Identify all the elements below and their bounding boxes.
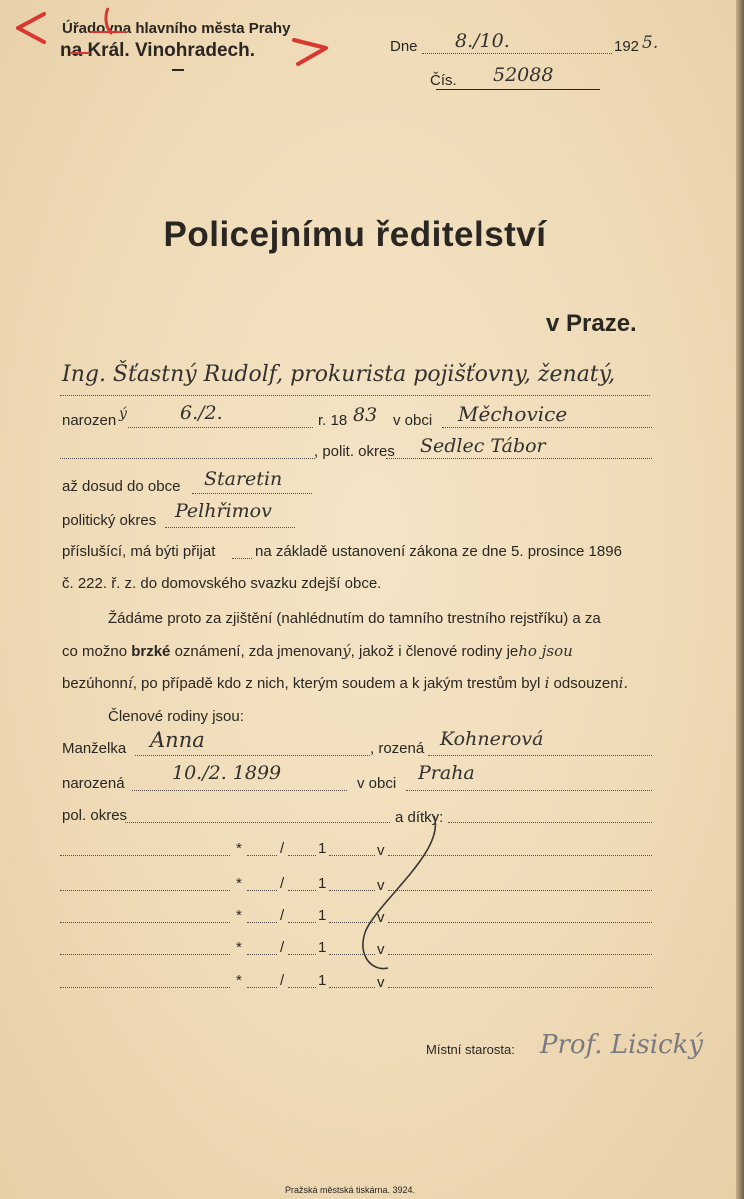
- number-value: 52088: [493, 64, 554, 86]
- born-suffix: ý: [119, 406, 127, 422]
- request-para-2-bold: brzké: [131, 643, 171, 660]
- signature-label: Místní starosta:: [426, 1042, 515, 1057]
- office-line-1: Úřadovna hlavního města Prahy: [62, 20, 291, 37]
- request-para-3-hand2: i: [544, 674, 550, 692]
- village-value: Měchovice: [458, 402, 568, 426]
- child-row-4-one: 1: [318, 939, 327, 956]
- child-row-4-v: v: [377, 941, 385, 958]
- request-para-3c: odsouzen: [553, 675, 619, 692]
- birth-year: 83: [353, 404, 378, 426]
- child-row-2-star: *: [236, 875, 242, 892]
- district-value: Sedlec Tábor: [420, 435, 546, 457]
- request-para-2-hand1: ý: [342, 642, 351, 660]
- year-prefix: r. 18: [318, 412, 348, 429]
- number-label: Čís.: [430, 72, 457, 89]
- child-row-1-one: 1: [318, 840, 327, 857]
- child-row-5-star: *: [236, 972, 242, 989]
- wife-born-date: 10./2. 1899: [172, 762, 282, 784]
- child-row-3-v: v: [377, 909, 385, 926]
- until-value: Staretin: [204, 468, 283, 490]
- date-value: 8./10.: [455, 30, 510, 52]
- until-label: až dosud do obce: [62, 478, 181, 495]
- printer-imprint: Pražská městská tiskárna. 3924.: [284, 1185, 416, 1195]
- law-text: na základě ustanovení zákona ze dne 5. prosince 1896: [255, 543, 622, 560]
- child-row-3-star: *: [236, 907, 242, 924]
- child-row-3-one: 1: [318, 907, 327, 924]
- pol-district-value: Pelhřimov: [175, 500, 272, 522]
- belonging-text: příslušící, má býti přijat: [62, 543, 216, 560]
- red-left-arrow-icon: [18, 14, 44, 42]
- request-para-2c: , jakož i členové rodiny je: [350, 643, 519, 660]
- request-para-2a: co možno: [62, 643, 128, 660]
- office-line-2: na Král. Vinohradech.: [60, 40, 255, 61]
- red-correction-mark-icon: [106, 8, 112, 34]
- child-row-5-one: 1: [318, 972, 327, 989]
- born-label: narozen: [62, 412, 117, 429]
- request-para-3b: , po případě kdo z nich, kterým soudem a k jakým trestům byl: [132, 675, 541, 692]
- wife-village-label: v obci: [357, 775, 397, 792]
- wife-district-label: pol. okres: [62, 807, 128, 824]
- child-row-2-slash: /: [280, 875, 285, 892]
- addressee-city: v Praze.: [546, 310, 637, 337]
- request-para-3-hand1: í: [127, 674, 133, 692]
- nee-value: Kohnerová: [440, 728, 544, 750]
- child-row-1-slash: /: [280, 840, 285, 857]
- children-cancel-bracket-icon: [363, 816, 436, 969]
- child-row-2-one: 1: [318, 875, 327, 892]
- request-para-2-hand2: ho jsou: [518, 642, 573, 660]
- wife-born-label: narozená: [62, 775, 125, 792]
- child-row-5-v: v: [377, 974, 385, 991]
- born-date: 6./2.: [180, 402, 223, 424]
- pol-district-label: politický okres: [62, 512, 157, 529]
- red-right-arrow-icon: [294, 40, 326, 64]
- child-row-1-star: *: [236, 840, 242, 857]
- request-para-3-hand3: i.: [618, 674, 629, 692]
- year-digit: 5.: [642, 33, 659, 53]
- law-text-2: č. 222. ř. z. do domovského svazku zdejší obce.: [62, 575, 382, 592]
- wife-label: Manželka: [62, 740, 127, 757]
- child-row-5-slash: /: [280, 972, 285, 989]
- child-row-3-slash: /: [280, 907, 285, 924]
- children-label: a dítky:: [395, 809, 444, 826]
- wife-name: Anna: [150, 728, 205, 752]
- child-row-1-v: v: [377, 842, 385, 859]
- request-para-3a: bezúhonn: [62, 675, 128, 692]
- child-row-4-slash: /: [280, 939, 285, 956]
- child-row-4-star: *: [236, 939, 242, 956]
- child-row-2-v: v: [377, 877, 385, 894]
- year-label: 192: [614, 38, 640, 55]
- request-para-2b: oznámení, zda jmenovan: [174, 643, 343, 660]
- mayor-signature: Prof. Lisický: [540, 1030, 704, 1060]
- applicant-handwritten-line: Ing. Šťastný Rudolf, prokurista pojišťovny, ženatý,: [62, 362, 616, 387]
- request-para-1: Žádáme proto za zjištění (nahlédnutím do tamního trestního rejstříku) a za: [108, 610, 601, 627]
- nee-label: , rozená: [370, 740, 425, 757]
- date-label: Dne: [390, 38, 418, 55]
- wife-village-value: Praha: [418, 762, 475, 784]
- addressee-title: Policejnímu ředitelství: [163, 215, 547, 254]
- district-label: , polit. okres: [314, 443, 395, 460]
- family-heading: Členové rodiny jsou:: [108, 708, 244, 725]
- village-label: v obci: [393, 412, 433, 429]
